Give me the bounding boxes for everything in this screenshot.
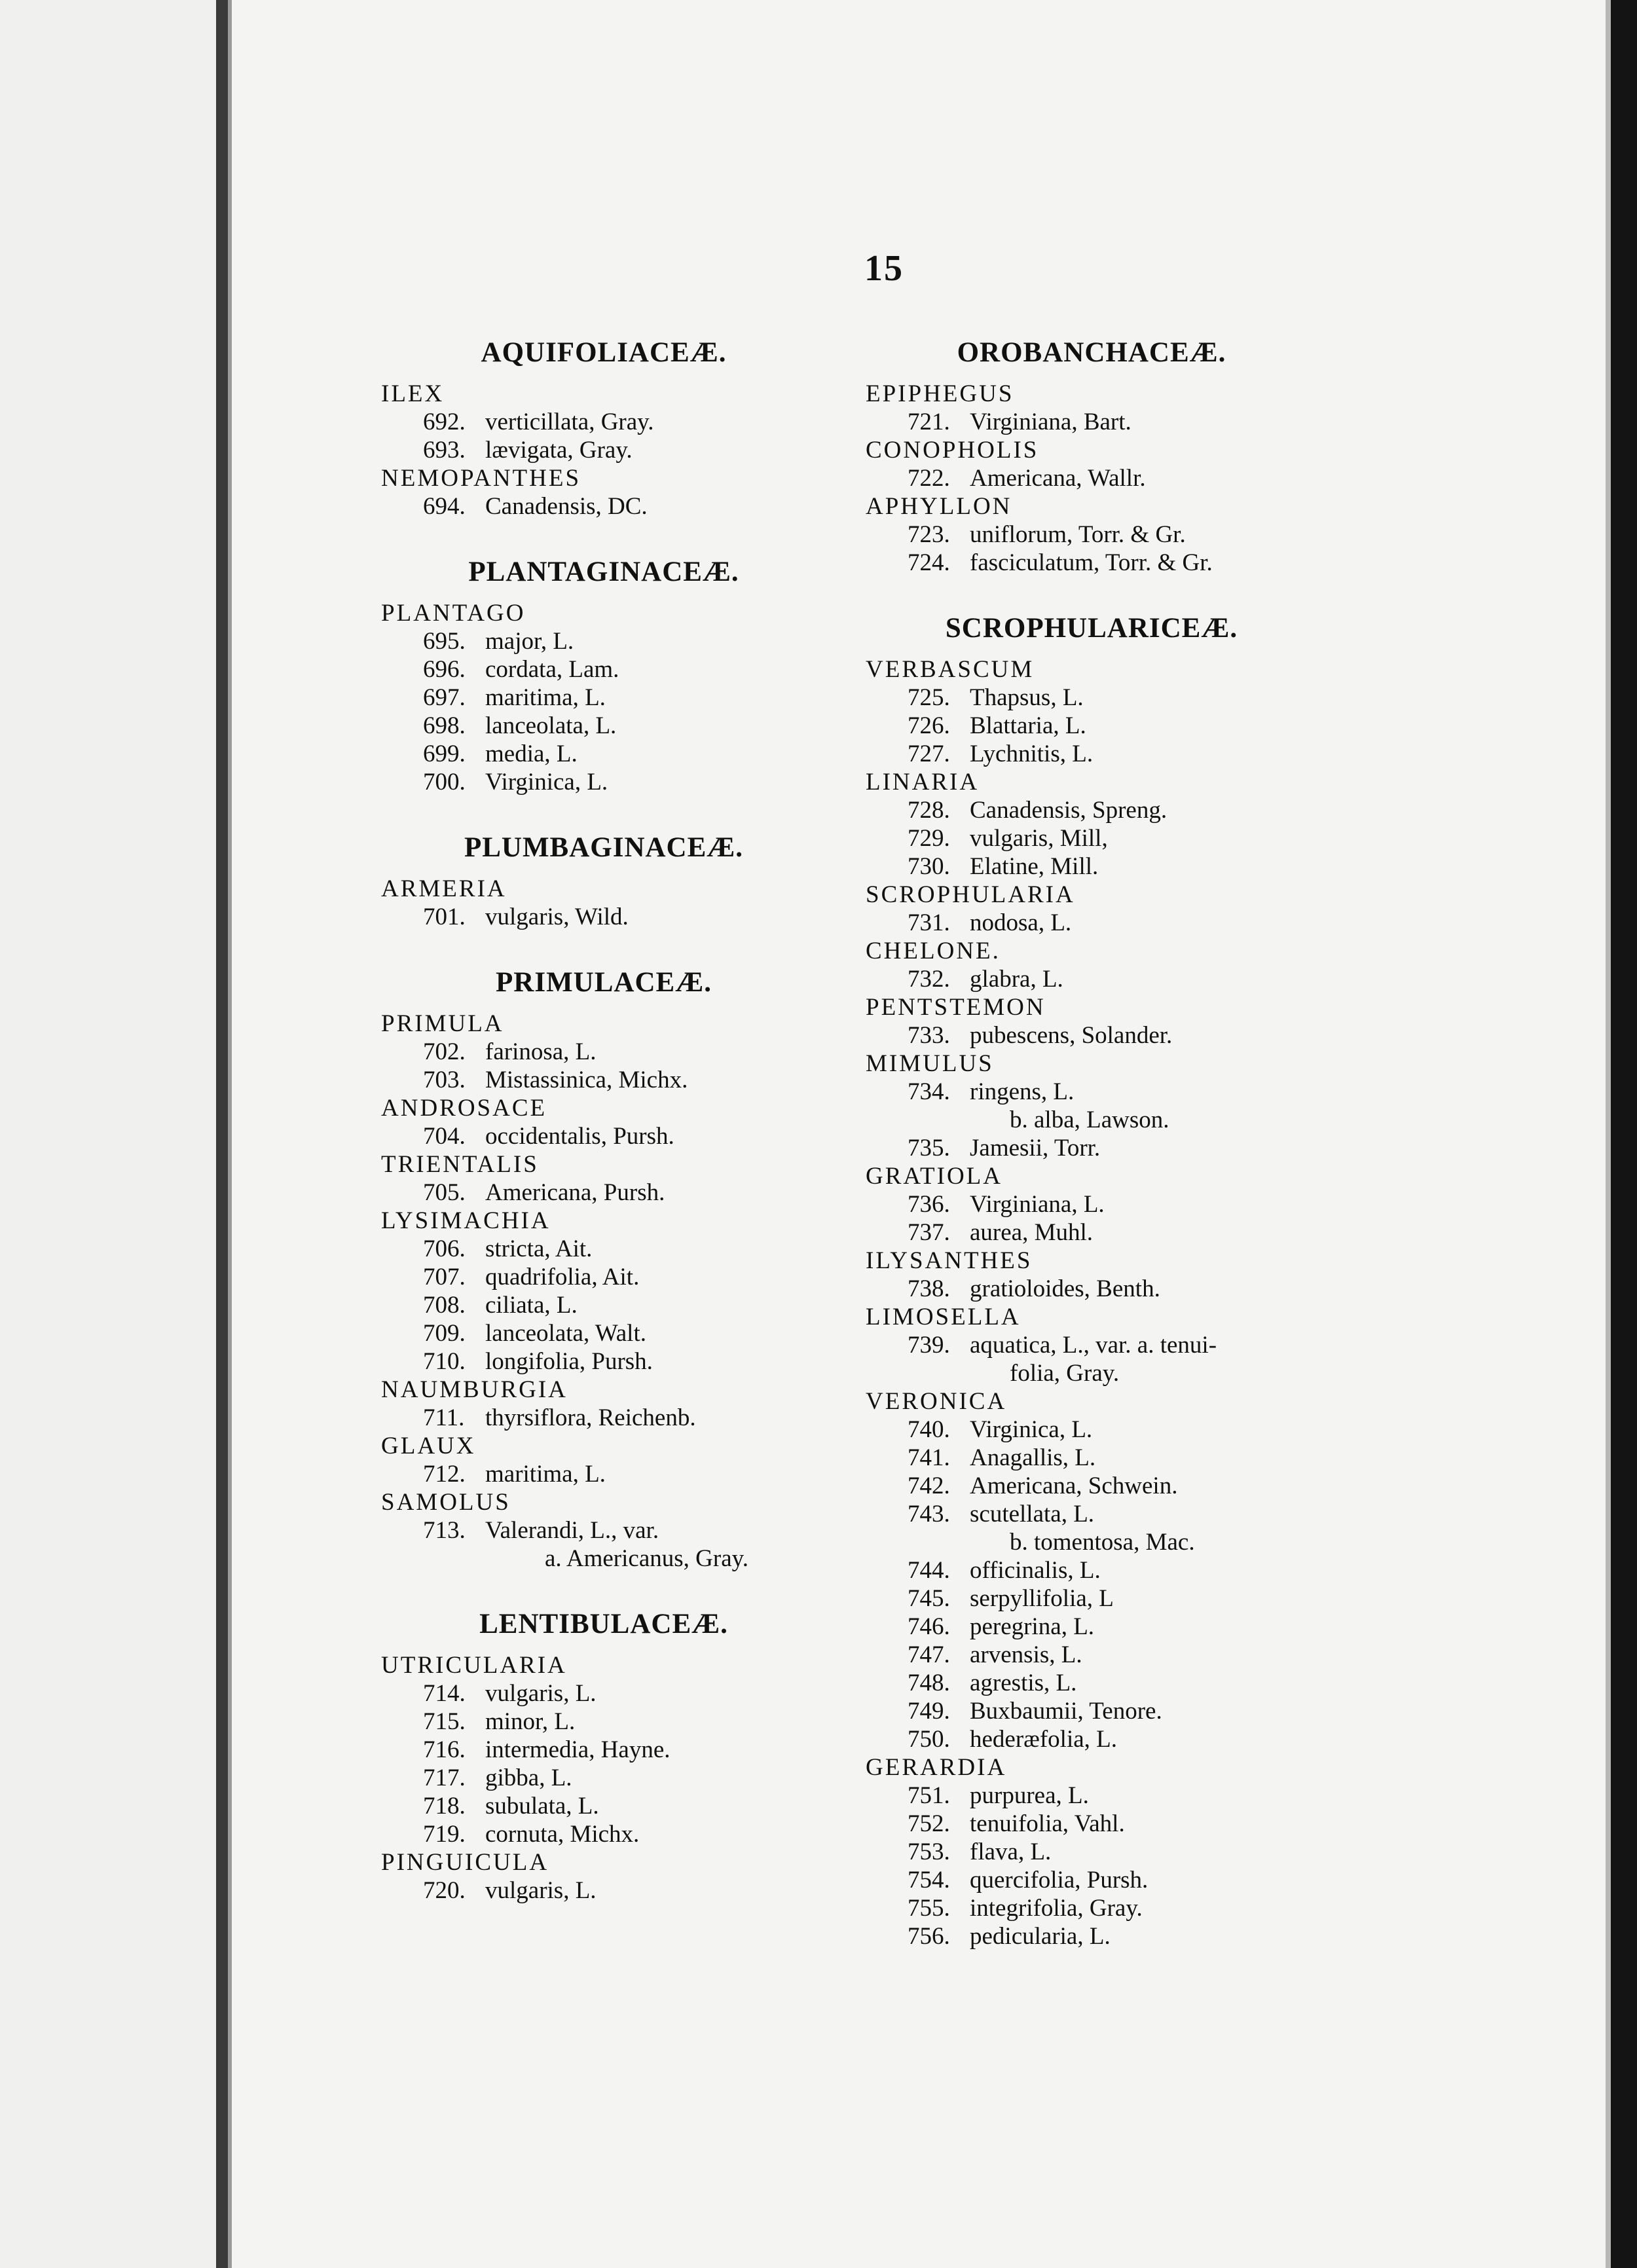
species-number: 693. <box>423 437 466 464</box>
species-entry <box>381 1792 826 1820</box>
species-name: occidentalis, Pursh. <box>485 1123 674 1150</box>
species-name: subulata, L. <box>485 1793 599 1820</box>
species-number: 754. <box>908 1867 950 1893</box>
species-number: 756. <box>908 1923 950 1950</box>
book-spine-edge <box>228 0 232 2268</box>
species-name: Blattaria, L. <box>970 712 1086 739</box>
species-continuation: a. Americanus, Gray. <box>545 1545 748 1572</box>
species-entry <box>381 712 826 740</box>
species-name: flava, L. <box>970 1838 1052 1865</box>
species-entry <box>381 627 826 655</box>
species-name: Virginiana, Bart. <box>970 409 1131 435</box>
species-entry <box>866 1641 1317 1669</box>
species-number: 701. <box>423 904 466 930</box>
species-number: 706. <box>423 1235 466 1262</box>
species-entry <box>866 684 1317 712</box>
species-name: serpyllifolia, L <box>970 1585 1114 1612</box>
species-number: 707. <box>423 1264 466 1290</box>
species-number: 730. <box>908 853 950 880</box>
genus-name: PENTSTEMON <box>866 994 1046 1021</box>
species-entry <box>381 1263 826 1291</box>
species-number: 736. <box>908 1191 950 1218</box>
species-entry <box>381 1764 826 1792</box>
species-number: 749. <box>908 1698 950 1725</box>
scan-border <box>1611 0 1637 2268</box>
species-number: 729. <box>908 825 950 852</box>
species-number: 748. <box>908 1670 950 1696</box>
species-name: aurea, Muhl. <box>970 1219 1094 1246</box>
species-name: major, L. <box>485 628 574 655</box>
genus-name: GRATIOLA <box>866 1163 1002 1190</box>
species-number: 720. <box>423 1877 466 1904</box>
species-number: 723. <box>908 521 950 548</box>
species-number: 738. <box>908 1275 950 1302</box>
page-edge <box>1606 0 1611 2268</box>
species-continuation: folia, Gray. <box>1010 1360 1120 1387</box>
species-number: 712. <box>423 1461 466 1488</box>
species-entry <box>866 909 1317 937</box>
book-spine-shadow <box>216 0 228 2268</box>
species-number: 694. <box>423 493 466 520</box>
species-number: 705. <box>423 1179 466 1206</box>
species-entry <box>381 1516 826 1545</box>
species-number: 742. <box>908 1472 950 1499</box>
species-name: Americana, Pursh. <box>485 1179 665 1206</box>
species-entry <box>866 1218 1317 1247</box>
species-entry <box>381 1404 826 1432</box>
species-name: Virginica, L. <box>485 769 608 796</box>
species-name: Buxbaumii, Tenore. <box>970 1698 1162 1725</box>
species-name: pedicularia, L. <box>970 1923 1111 1950</box>
species-name: media, L. <box>485 741 578 767</box>
species-entry <box>866 965 1317 993</box>
species-name: peregrina, L. <box>970 1613 1095 1640</box>
family-heading: LENTIBULACEÆ. <box>479 1609 728 1639</box>
species-entry <box>381 1291 826 1319</box>
species-number: 716. <box>423 1736 466 1763</box>
species-entry <box>866 1444 1317 1472</box>
species-entry <box>381 1319 826 1347</box>
species-number: 700. <box>423 769 466 796</box>
species-entry <box>381 1179 826 1207</box>
genus-name: TRIENTALIS <box>381 1151 539 1178</box>
species-number: 711. <box>423 1404 465 1431</box>
species-number: 735. <box>908 1135 950 1161</box>
species-name: vulgaris, L. <box>485 1680 597 1707</box>
genus-name: ILEX <box>381 380 445 407</box>
species-name: Anagallis, L. <box>970 1444 1096 1471</box>
species-entry <box>866 1500 1317 1528</box>
family-heading: PLUMBAGINACEÆ. <box>464 832 744 863</box>
species-entry <box>866 740 1317 768</box>
species-entry <box>866 1472 1317 1500</box>
species-entry <box>866 408 1317 436</box>
species-entry <box>866 1838 1317 1866</box>
species-number: 744. <box>908 1557 950 1584</box>
species-entry <box>866 464 1317 492</box>
species-name: minor, L. <box>485 1708 576 1735</box>
species-number: 739. <box>908 1332 950 1359</box>
species-number: 699. <box>423 741 466 767</box>
species-name: arvensis, L. <box>970 1641 1082 1668</box>
species-entry <box>866 1697 1317 1725</box>
species-entry <box>381 1679 826 1708</box>
species-name: tenuifolia, Vahl. <box>970 1810 1125 1837</box>
species-name: pubescens, Solander. <box>970 1022 1173 1049</box>
species-name: verticillata, Gray. <box>485 409 654 435</box>
species-name: ringens, L. <box>970 1078 1075 1105</box>
species-number: 717. <box>423 1765 466 1791</box>
species-name: quadrifolia, Ait. <box>485 1264 640 1290</box>
species-name: Valerandi, L., var. <box>485 1517 659 1544</box>
species-entry <box>866 549 1317 577</box>
species-entry <box>866 1669 1317 1697</box>
species-name: uniflorum, Torr. & Gr. <box>970 521 1186 548</box>
species-name: intermedia, Hayne. <box>485 1736 671 1763</box>
species-number: 745. <box>908 1585 950 1612</box>
species-entry <box>866 1584 1317 1613</box>
species-entry <box>866 1416 1317 1444</box>
species-name: Canadensis, Spreng. <box>970 797 1168 824</box>
species-name: longifolia, Pursh. <box>485 1348 653 1375</box>
species-entry <box>866 796 1317 824</box>
species-number: 726. <box>908 712 950 739</box>
species-name: scutellata, L. <box>970 1501 1095 1527</box>
species-number: 725. <box>908 684 950 711</box>
family-heading: SCROPHULARICEÆ. <box>945 613 1238 644</box>
species-name: integrifolia, Gray. <box>970 1895 1143 1922</box>
species-name: lanceolata, L. <box>485 712 617 739</box>
family-heading: PLANTAGINACEÆ. <box>468 557 739 587</box>
genus-name: SCROPHULARIA <box>866 881 1075 908</box>
species-number: 734. <box>908 1078 950 1105</box>
species-entry <box>381 1820 826 1848</box>
genus-name: SAMOLUS <box>381 1489 511 1516</box>
species-entry <box>381 492 826 521</box>
species-entry <box>381 1736 826 1764</box>
species-number: 703. <box>423 1067 466 1093</box>
species-number: 714. <box>423 1680 466 1707</box>
species-number: 710. <box>423 1348 466 1375</box>
species-number: 696. <box>423 656 466 683</box>
species-name: cordata, Lam. <box>485 656 619 683</box>
genus-name: CONOPHOLIS <box>866 437 1039 464</box>
species-continuation: b. tomentosa, Mac. <box>1010 1529 1195 1556</box>
species-entry <box>381 1235 826 1263</box>
species-number: 751. <box>908 1782 950 1809</box>
species-name: gratioloides, Benth. <box>970 1275 1160 1302</box>
species-name: hederæfolia, L. <box>970 1726 1117 1753</box>
family-heading: OROBANCHACEÆ. <box>957 337 1226 368</box>
family-heading: PRIMULACEÆ. <box>496 967 712 998</box>
species-number: 737. <box>908 1219 950 1246</box>
genus-name: ANDROSACE <box>381 1095 547 1122</box>
species-entry <box>381 1347 826 1376</box>
species-name: ciliata, L. <box>485 1292 578 1319</box>
species-entry <box>381 740 826 768</box>
genus-name: GLAUX <box>381 1433 476 1459</box>
species-name: Jamesii, Torr. <box>970 1135 1101 1161</box>
species-number: 755. <box>908 1895 950 1922</box>
species-entry <box>866 1190 1317 1218</box>
species-name: farinosa, L. <box>485 1038 597 1065</box>
species-entry <box>866 712 1317 740</box>
species-name: vulgaris, L. <box>485 1877 597 1904</box>
species-number: 747. <box>908 1641 950 1668</box>
species-name: agrestis, L. <box>970 1670 1077 1696</box>
species-number: 753. <box>908 1838 950 1865</box>
species-entry <box>381 408 826 436</box>
species-entry <box>866 1782 1317 1810</box>
species-name: maritima, L. <box>485 684 606 711</box>
family-heading: AQUIFOLIACEÆ. <box>481 337 727 368</box>
species-name: Canadensis, DC. <box>485 493 648 520</box>
species-entry <box>381 768 826 796</box>
species-number: 698. <box>423 712 466 739</box>
species-name: Virginica, L. <box>970 1416 1093 1443</box>
species-name: stricta, Ait. <box>485 1235 593 1262</box>
species-entry <box>866 1134 1317 1162</box>
species-number: 741. <box>908 1444 950 1471</box>
genus-name: LINARIA <box>866 769 980 796</box>
species-number: 750. <box>908 1726 950 1753</box>
species-entry <box>866 1922 1317 1950</box>
genus-name: PLANTAGO <box>381 600 526 627</box>
species-continuation: b. alba, Lawson. <box>1010 1107 1169 1133</box>
species-entry <box>381 1460 826 1488</box>
species-name: Elatine, Mill. <box>970 853 1099 880</box>
species-number: 743. <box>908 1501 950 1527</box>
species-number: 728. <box>908 797 950 824</box>
species-name: nodosa, L. <box>970 909 1072 936</box>
genus-name: PRIMULA <box>381 1010 504 1037</box>
left-column <box>381 334 826 1905</box>
genus-name: VERBASCUM <box>866 656 1035 683</box>
species-number: 692. <box>423 409 466 435</box>
species-name: cornuta, Michx. <box>485 1821 640 1848</box>
species-entry <box>866 1556 1317 1584</box>
genus-name: NEMOPANTHES <box>381 465 581 492</box>
species-name: Thapsus, L. <box>970 684 1084 711</box>
species-number: 727. <box>908 741 950 767</box>
species-entry <box>381 684 826 712</box>
species-entry <box>381 436 826 464</box>
species-entry <box>866 1894 1317 1922</box>
species-entry <box>866 1021 1317 1050</box>
species-entry <box>866 1078 1317 1106</box>
genus-name: CHELONE. <box>866 938 1001 964</box>
species-name: aquatica, L., var. a. tenui- <box>970 1332 1217 1359</box>
species-entry <box>866 1866 1317 1894</box>
species-number: 722. <box>908 465 950 492</box>
species-number: 702. <box>423 1038 466 1065</box>
facing-page-margin <box>0 0 216 2268</box>
species-number: 752. <box>908 1810 950 1837</box>
species-entry <box>866 521 1317 549</box>
species-entry <box>381 1122 826 1150</box>
species-number: 740. <box>908 1416 950 1443</box>
species-entry <box>866 824 1317 852</box>
genus-name: VERONICA <box>866 1388 1007 1415</box>
species-entry <box>381 903 826 931</box>
genus-name: GERARDIA <box>866 1754 1007 1781</box>
species-entry <box>866 852 1317 881</box>
species-name: lævigata, Gray. <box>485 437 633 464</box>
species-name: gibba, L. <box>485 1765 572 1791</box>
species-number: 718. <box>423 1793 466 1820</box>
genus-name: MIMULUS <box>866 1050 994 1077</box>
species-entry <box>866 1331 1317 1359</box>
species-name: officinalis, L. <box>970 1557 1101 1584</box>
species-number: 732. <box>908 966 950 993</box>
species-entry <box>866 1810 1317 1838</box>
species-entry <box>866 1725 1317 1753</box>
species-number: 731. <box>908 909 950 936</box>
genus-name: APHYLLON <box>866 493 1012 520</box>
species-number: 724. <box>908 549 950 576</box>
species-entry <box>381 1038 826 1066</box>
species-entry <box>866 1613 1317 1641</box>
species-number: 721. <box>908 409 950 435</box>
species-entry <box>381 655 826 684</box>
species-entry <box>381 1876 826 1905</box>
species-name: Americana, Schwein. <box>970 1472 1178 1499</box>
species-number: 709. <box>423 1320 466 1347</box>
species-name: thyrsiflora, Reichenb. <box>485 1404 696 1431</box>
species-name: Americana, Wallr. <box>970 465 1146 492</box>
species-name: glabra, L. <box>970 966 1063 993</box>
species-name: vulgaris, Mill, <box>970 825 1108 852</box>
genus-name: ARMERIA <box>381 875 507 902</box>
species-number: 733. <box>908 1022 950 1049</box>
page-number: 15 <box>864 248 904 289</box>
species-number: 746. <box>908 1613 950 1640</box>
species-number: 695. <box>423 628 466 655</box>
genus-name: LIMOSELLA <box>866 1304 1021 1330</box>
genus-name: NAUMBURGIA <box>381 1376 568 1403</box>
species-name: lanceolata, Walt. <box>485 1320 646 1347</box>
species-name: Lychnitis, L. <box>970 741 1094 767</box>
species-number: 719. <box>423 1821 466 1848</box>
species-number: 713. <box>423 1517 466 1544</box>
species-name: fasciculatum, Torr. & Gr. <box>970 549 1213 576</box>
genus-name: EPIPHEGUS <box>866 380 1014 407</box>
genus-name: LYSIMACHIA <box>381 1207 551 1234</box>
species-entry <box>381 1708 826 1736</box>
species-name: quercifolia, Pursh. <box>970 1867 1149 1893</box>
genus-name: UTRICULARIA <box>381 1652 567 1679</box>
right-column <box>866 334 1317 1950</box>
species-name: purpurea, L. <box>970 1782 1089 1809</box>
species-number: 697. <box>423 684 466 711</box>
genus-name: PINGUICULA <box>381 1849 549 1876</box>
genus-name: ILYSANTHES <box>866 1247 1033 1274</box>
species-entry <box>381 1066 826 1094</box>
species-number: 704. <box>423 1123 466 1150</box>
species-name: vulgaris, Wild. <box>485 904 629 930</box>
species-name: Mistassinica, Michx. <box>485 1067 688 1093</box>
species-number: 715. <box>423 1708 466 1735</box>
species-entry <box>866 1275 1317 1303</box>
species-name: maritima, L. <box>485 1461 606 1488</box>
species-name: Virginiana, L. <box>970 1191 1105 1218</box>
species-number: 708. <box>423 1292 466 1319</box>
